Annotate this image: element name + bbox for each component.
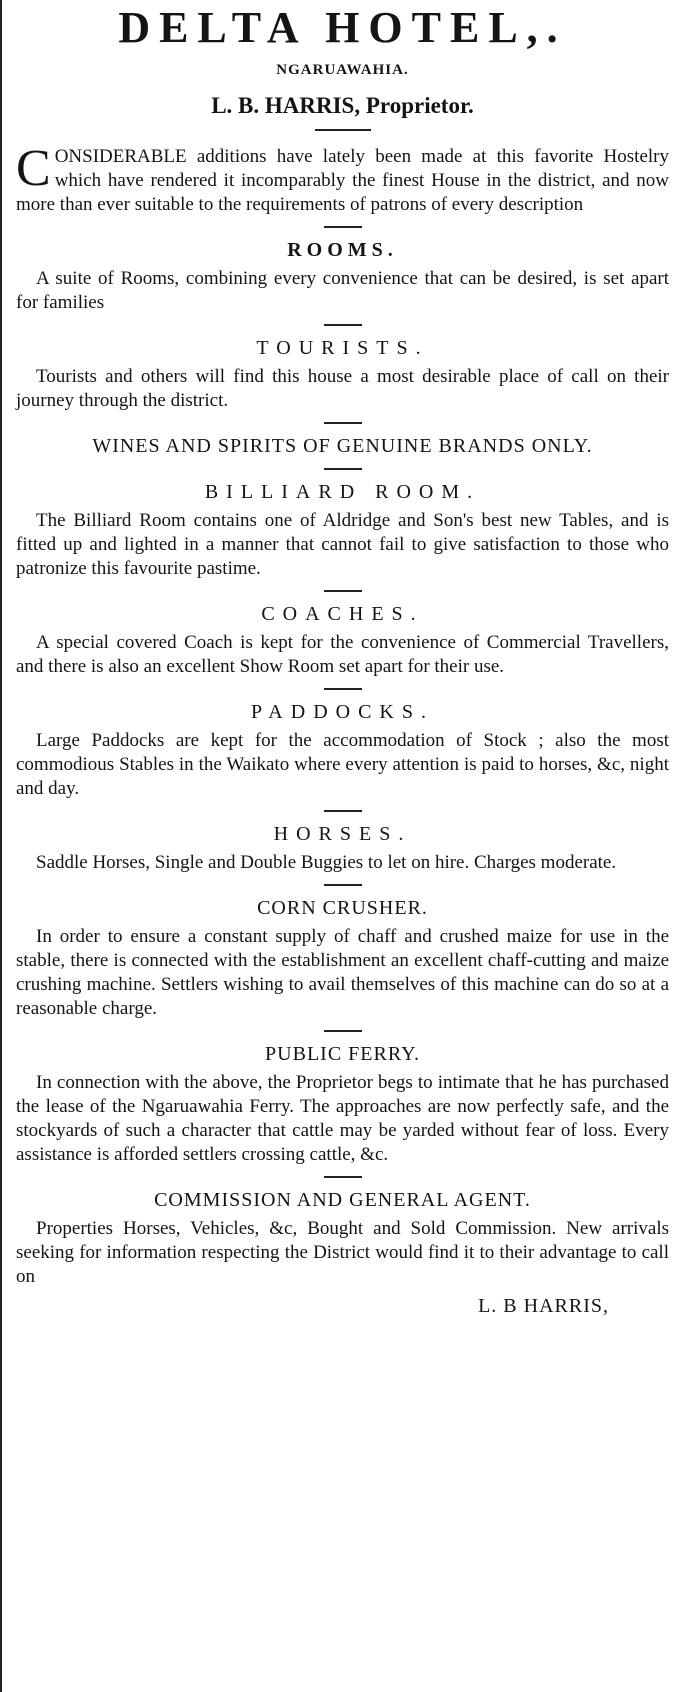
public-ferry-text: In connection with the above, the Proprietor begs to intimate that he has purchased the lease of the Ngaruawahia Ferry. The approaches are now perfectly safe, and the stockyards of such a character that cattle may be yarded without fear of loss. Every assistance is afforded settlers crossing cattle, &c.	[16, 1072, 669, 1165]
hotel-location: NGARUAWAHIA.	[276, 62, 409, 78]
divider-rule	[324, 884, 362, 886]
billiard-heading: BILLIARD ROOM.	[204, 481, 481, 503]
tourists-text: Tourists and others will find this house a most desirable place of call on their journey through the district.	[16, 366, 669, 411]
divider-rule	[324, 810, 362, 812]
coaches-text: A special covered Coach is kept for the convenience of Commercial Travellers, and there is also an excellent Show Room set apart for their use.	[16, 632, 669, 677]
public-ferry-heading: PUBLIC FERRY.	[265, 1043, 420, 1065]
paddocks-text: Large Paddocks are kept for the accommodation of Stock ; also the most commodious Stables in the Waikato where every attention is paid to horses, &c, night and day.	[16, 730, 669, 799]
tourists-heading: TOURISTS.	[256, 337, 429, 359]
rooms-text: A suite of Rooms, combining every convenience that can be desired, is set apart for families	[16, 268, 669, 313]
paddocks-heading: PADDOCKS.	[251, 701, 434, 723]
coaches-heading: COACHES.	[261, 603, 424, 625]
corn-crusher-heading: CORN CRUSHER.	[257, 897, 428, 919]
corn-crusher-text: In order to ensure a constant supply of chaff and crushed maize for use in the stable, there is connected with the establishment an excellent chaff-cutting and maize crushing machine. Settlers wishing to avail themselves of this machine can do so at a reasonable charge.	[16, 926, 669, 1019]
horses-heading: HORSES.	[273, 823, 412, 845]
divider-rule	[324, 468, 362, 470]
horses-text: Saddle Horses, Single and Double Buggies to let on hire. Charges moderate.	[36, 852, 617, 873]
billiard-text: The Billiard Room contains one of Aldridge and Son's best new Tables, and is fitted up and lighted in a manner that cannot fail to give satisfaction to those who patronize this favourite pastime.	[16, 510, 669, 579]
agent-text: Properties Horses, Vehicles, &c, Bought and Sold Commission. New arrivals seeking for information respecting the District would find it to their advantage to call on	[16, 1218, 669, 1287]
drop-cap: C	[16, 140, 51, 197]
divider-rule	[324, 422, 362, 424]
signature: L. B HARRIS,	[478, 1295, 609, 1317]
proprietor-line: L. B. HARRIS, Proprietor.	[211, 93, 474, 118]
divider-rule	[324, 324, 362, 326]
divider-rule	[315, 129, 371, 131]
wines-heading: WINES AND SPIRITS OF GENUINE BRANDS ONLY.	[92, 435, 593, 457]
divider-rule	[324, 1030, 362, 1032]
agent-heading: COMMISSION AND GENERAL AGENT.	[154, 1189, 531, 1211]
divider-rule	[324, 1176, 362, 1178]
divider-rule	[324, 590, 362, 592]
intro-text: ONSIDERABLE additions have lately been made at this favorite Hostelry which have rendered it incomparably the finest House in the district, and now more than ever suitable to the requirements of patrons of every description	[16, 146, 669, 215]
divider-rule	[324, 226, 362, 228]
divider-rule	[324, 688, 362, 690]
hotel-title: DELTA HOTEL,.	[118, 3, 567, 52]
intro-paragraph	[16, 140, 669, 217]
rooms-heading: ROOMS.	[287, 239, 398, 261]
